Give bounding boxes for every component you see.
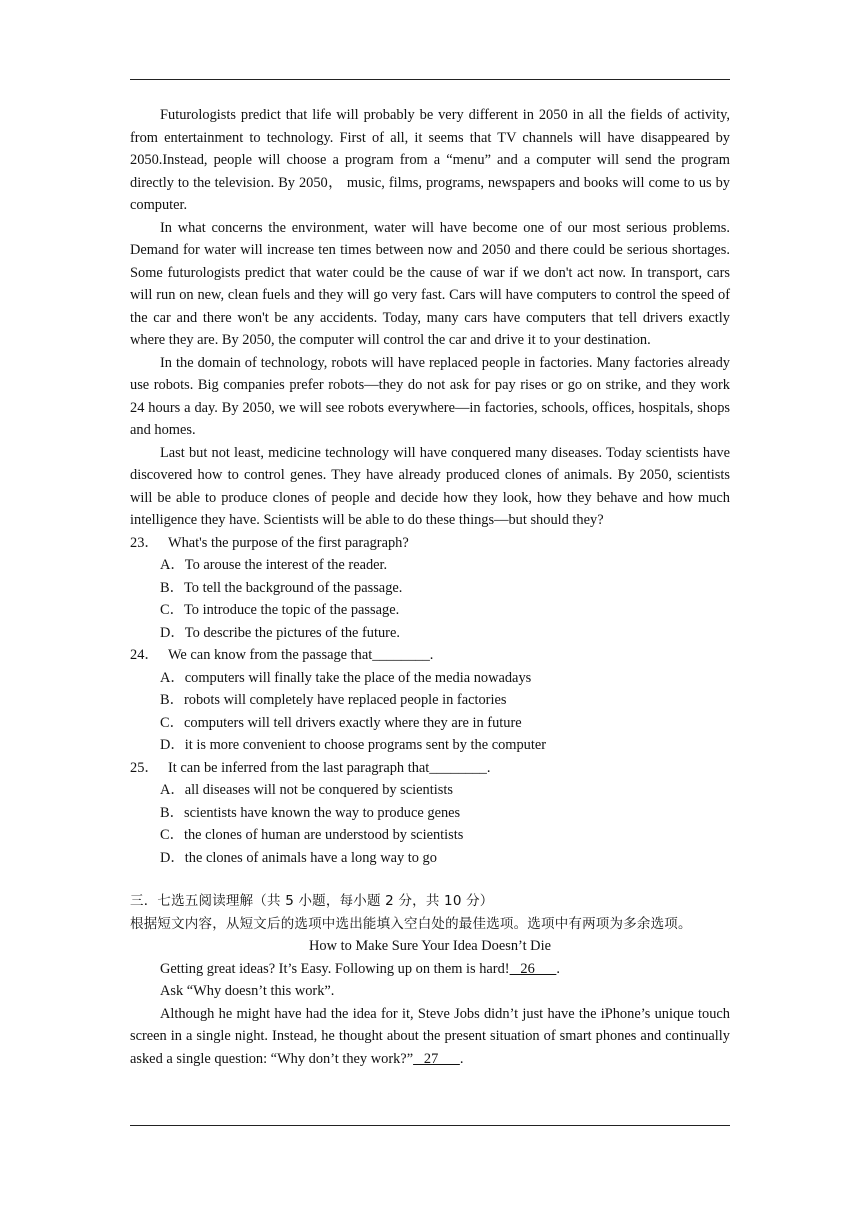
option-a: A．To arouse the interest of the reader. <box>160 557 388 573</box>
section3-paragraph-3: Although he might have had the idea for it, Steve Jobs didn’t just have the iPhone’s unique touch screen in a single night. Instead, he thought about the present situation of smart phones and continually asked a single question: “Why don’t they work?” 27 . <box>130 1005 730 1067</box>
section3-paragraph-1: Getting great ideas? It’s Easy. Following up on them is hard! 26 . <box>160 960 560 977</box>
option-d: D．To describe the pictures of the future. <box>160 624 400 641</box>
question-23 <box>130 532 730 645</box>
option-d: D．the clones of animals have a long way to go <box>160 849 437 866</box>
option-b: B．To tell the background of the passage. <box>160 579 403 596</box>
option-b: B．scientists have known the way to produce genes <box>160 804 461 821</box>
option-c: C．computers will tell drivers exactly where they are in future <box>160 714 522 731</box>
question-number: 25． <box>130 759 159 776</box>
option-a: A．all diseases will not be conquered by scientists <box>160 782 453 798</box>
blank-27[interactable]: 27 <box>413 1050 460 1067</box>
section-heading: 三．七选五阅读理解（共 5 小题，每小题 2 分，共 10 分） <box>130 893 494 909</box>
passage-paragraph-2: In what concerns the environment, water will have become one of our most serious problems. Demand for water will increase ten times between now and 2050 and there could be serious shortages. Some futurologists predict that water could be the cause of war if we don't act now. In transport, cars will run on new, clean fuels and they will go very fast. Cars will have computers to control the speed of the car and there won't be any accidents. Today, many cars have computers that tell drivers exactly where they are. By 2050, the computer will control the car and drive it to your destination. <box>130 219 730 348</box>
question-stem: It can be inferred from the last paragraph that________. <box>168 759 491 776</box>
question-stem: We can know from the passage that________. <box>168 647 434 663</box>
section-gap <box>130 869 730 890</box>
question-number: 23． <box>130 534 159 551</box>
section3-paragraph-2: Ask “Why doesn’t this work”. <box>160 983 335 999</box>
header-rule <box>130 79 730 80</box>
document-body <box>130 104 730 1070</box>
option-d: D．it is more convenient to choose programs sent by the computer <box>160 737 547 753</box>
passage-paragraph-4: Last but not least, medicine technology will have conquered many diseases. Today scientists have discovered how to control genes. They have already produced clones of animals. By 2050, scientists will be able to produce clones of people and decide how they look, how they behave and how much intelligence they have. Scientists will be able to do these things—but should they? <box>130 444 730 528</box>
question-24 <box>130 644 730 757</box>
passage-paragraph-3: In the domain of technology, robots will have replaced people in factories. Many factories already use robots. Big companies prefer robots—they do not ask for pay rises or go on strike, and they work 24 hours a day. By 2050, we will see robots everywhere—in factories, schools, offices, hospitals, shops and homes. <box>130 354 730 438</box>
option-c: C．the clones of human are understood by scientists <box>160 827 464 843</box>
blank-26[interactable]: 26 <box>509 960 557 977</box>
passage-title: How to Make Sure Your Idea Doesn’t Die <box>309 938 551 954</box>
option-b: B．robots will completely have replaced people in factories <box>160 692 507 708</box>
question-stem: What's the purpose of the first paragraph? <box>168 534 409 551</box>
passage-paragraph-1: Futurologists predict that life will probably be very different in 2050 in all the fields of activity, from entertainment to technology. First of all, it seems that TV channels will have disappeared by 2050.Instead, people will choose a program from a “menu” and a computer will send the program directly to the television. By 2050， music, films, programs, newspapers and books will come to us by computer. <box>130 107 730 213</box>
section-instruction: 根据短文内容，从短文后的选项中选出能填入空白处的最佳选项。选项中有两项为多余选项。 <box>130 915 692 932</box>
option-c: C．To introduce the topic of the passage. <box>160 602 400 618</box>
question-25 <box>130 757 730 870</box>
footer-rule <box>130 1125 730 1126</box>
question-number: 24． <box>130 647 159 663</box>
option-a: A．computers will finally take the place of the media nowadays <box>160 669 532 686</box>
